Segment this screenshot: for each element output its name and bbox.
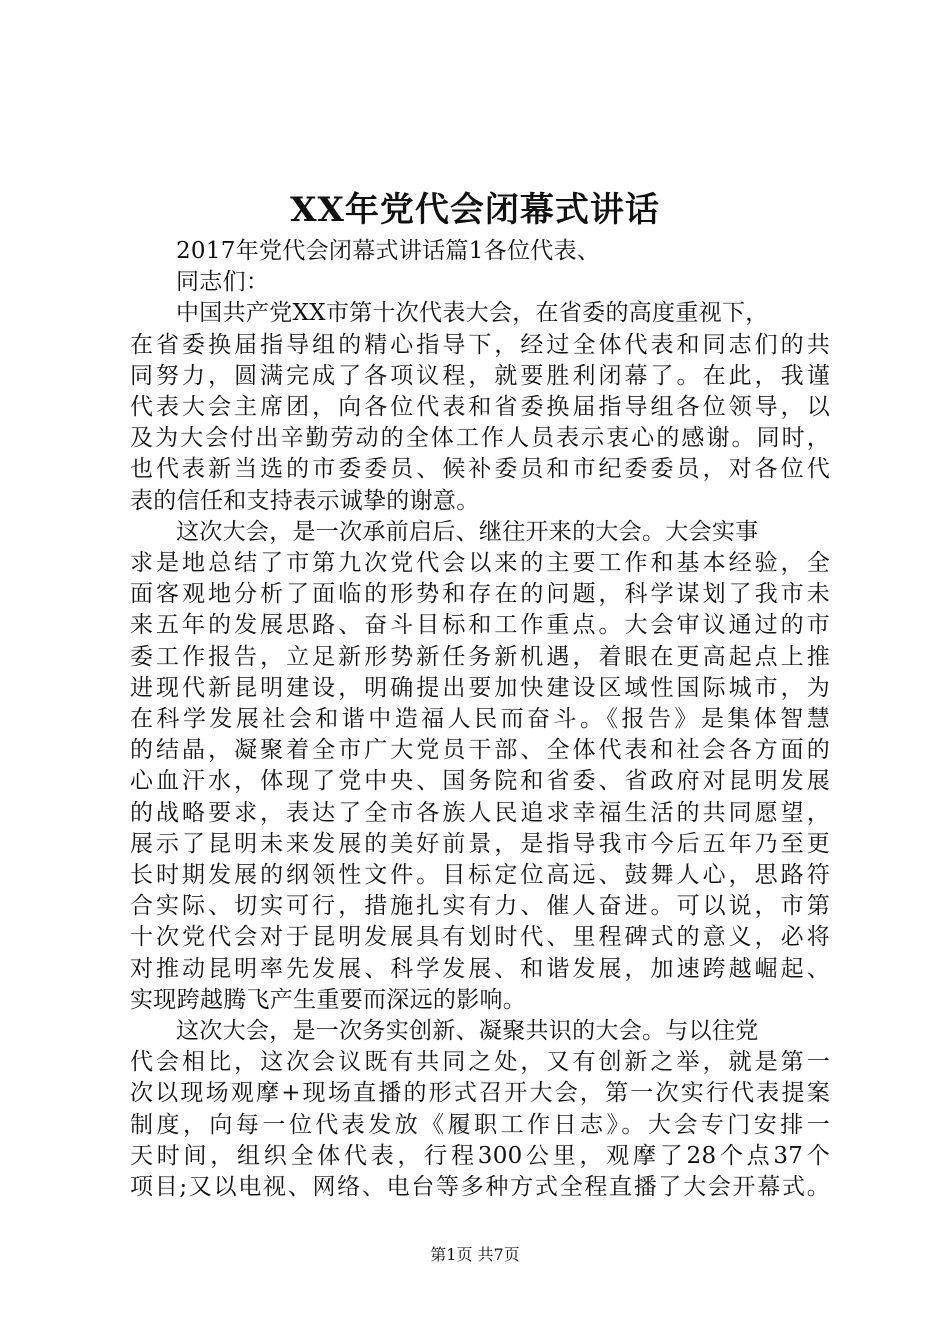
- body-line: 十次党代会对于昆明发展具有划时代、里程碑式的意义，必将: [130, 924, 830, 951]
- body-line: 委工作报告，立足新形势新任务新机遇，着眼在更高起点上推: [130, 643, 830, 670]
- body-line: 合实际、切实可行，措施扎实有力、催人奋进。可以说，市第: [130, 893, 830, 920]
- body-line: 的战略要求，表达了全市各族人民追求幸福生活的共同愿望，: [130, 799, 830, 826]
- body-line: 求是地总结了市第九次党代会以来的主要工作和基本经验，全: [130, 550, 830, 577]
- body-line: 代会相比，这次会议既有共同之处，又有创新之举，就是第一: [130, 1049, 830, 1076]
- body-line: 这次大会，是一次承前启后、继往开来的大会。大会实事: [176, 518, 759, 545]
- body-line: 中国共产党XX市第十次代表大会，在省委的高度重视下，: [176, 300, 769, 327]
- body-line: 代表大会主席团，向各位代表和省委换届指导组各位领导，以: [130, 394, 830, 421]
- body-line: 2017年党代会闭幕式讲话篇1各位代表、: [176, 238, 601, 264]
- body-line: 同志们：: [176, 269, 270, 296]
- body-line: 项目;又以电视、网络、电台等多种方式全程直播了大会开幕式。: [130, 1174, 830, 1201]
- body-line: 面客观地分析了面临的形势和存在的问题，科学谋划了我市未: [130, 581, 830, 608]
- body-line: 表的信任和支持表示诚挚的谢意。: [130, 487, 480, 514]
- body-line: 在科学发展社会和谐中造福人民而奋斗。《报告》是集体智慧: [130, 706, 830, 733]
- body-line: 制度，向每一位代表发放《履职工作日志》。大会专门安排一: [130, 1111, 830, 1138]
- body-line: 也代表新当选的市委委员、候补委员和市纪委委员，对各位代: [130, 456, 830, 483]
- body-line: 的结晶，凝聚着全市广大党员干部、全体代表和社会各方面的: [130, 737, 830, 764]
- document-body: [130, 236, 830, 1203]
- body-line: 实现跨越腾飞产生重要而深远的影响。: [130, 986, 527, 1013]
- body-line: 这次大会，是一次务实创新、凝聚共识的大会。与以往党: [176, 1018, 759, 1045]
- body-line: 天时间，组织全体代表，行程300公里，观摩了28个点37个: [130, 1142, 830, 1169]
- document-title: XX年党代会闭幕式讲话: [290, 190, 660, 230]
- body-line: 次以现场观摩+现场直播的形式召开大会，第一次实行代表提案: [130, 1080, 830, 1107]
- body-line: 展示了昆明未来发展的美好前景，是指导我市今后五年乃至更: [130, 830, 830, 857]
- body-line: 在省委换届指导组的精心指导下，经过全体代表和同志们的共: [130, 331, 830, 358]
- page-footer: 第1页 共7页: [430, 1245, 520, 1264]
- body-line: 进现代新昆明建设，明确提出要加快建设区域性国际城市，为: [130, 674, 830, 701]
- body-line: 心血汗水，体现了党中央、国务院和省委、省政府对昆明发展: [130, 768, 830, 795]
- body-line: 长时期发展的纲领性文件。目标定位高远、鼓舞人心，思路符: [130, 862, 830, 889]
- body-line: 同努力，圆满完成了各项议程，就要胜利闭幕了。在此，我谨: [130, 362, 830, 389]
- body-line: 及为大会付出辛勤劳动的全体工作人员表示衷心的感谢。同时，: [130, 425, 830, 452]
- body-line: 对推动昆明率先发展、科学发展、和谐发展，加速跨越崛起、: [130, 955, 830, 982]
- body-line: 来五年的发展思路、奋斗目标和工作重点。大会审议通过的市: [130, 612, 830, 639]
